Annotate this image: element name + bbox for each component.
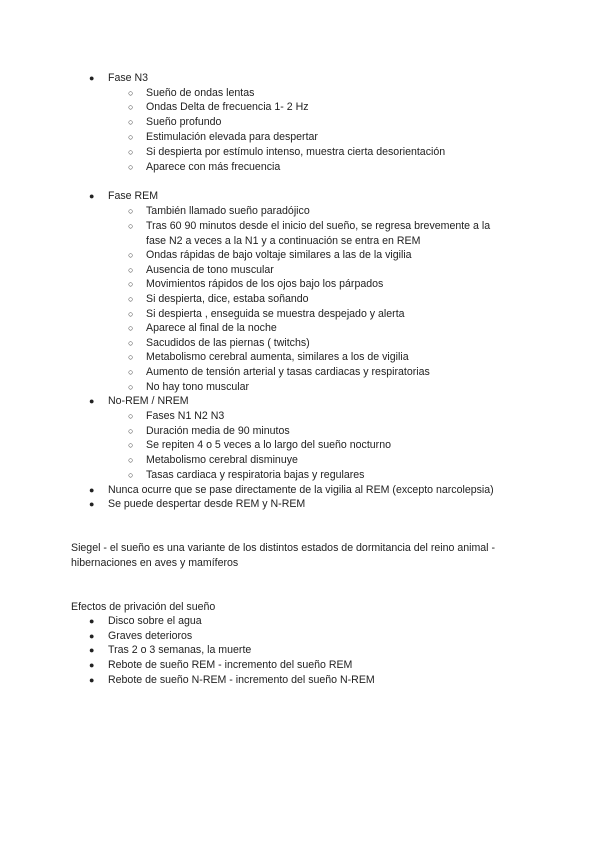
sub-bullet-marker: ○ — [128, 323, 134, 333]
list-item: Si despierta , enseguida se muestra despejado y alerta — [146, 308, 405, 320]
list-item: Ondas rápidas de bajo voltaje similares a las de la vigilia — [146, 249, 412, 261]
list-item: Si despierta, dice, estaba soñando — [146, 293, 309, 305]
list-item: Disco sobre el agua — [108, 615, 202, 627]
list-item: Se repiten 4 o 5 veces a lo largo del sueño nocturno — [146, 439, 391, 451]
bullet-marker: ● — [89, 616, 95, 626]
list-item: Rebote de sueño REM - incremento del sueño REM — [108, 659, 353, 671]
sub-bullet-marker: ○ — [128, 382, 134, 392]
list-item: No hay tono muscular — [146, 381, 250, 393]
list-item: Ondas Delta de frecuencia 1- 2 Hz — [146, 101, 309, 113]
sub-bullet-marker: ○ — [128, 132, 134, 142]
list-item-continuation: fase N2 a veces a la N1 y a continuación se entra en REM — [146, 235, 421, 247]
sub-bullet-marker: ○ — [128, 117, 134, 127]
sub-bullet-marker: ○ — [128, 102, 134, 112]
list-item: Tasas cardiaca y respiratoria bajas y regulares — [146, 469, 365, 481]
list-item: También llamado sueño paradójico — [146, 205, 310, 217]
sub-bullet-marker: ○ — [128, 426, 134, 436]
sub-bullet-marker: ○ — [128, 309, 134, 319]
bullet-marker: ● — [89, 631, 95, 641]
list-item: Si despierta por estímulo intenso, muestra cierta desorientación — [146, 146, 446, 158]
list-item: Tras 60 90 minutos desde el inicio del sueño, se regresa brevemente a la — [146, 220, 491, 232]
list-item: Nunca ocurre que se pase directamente de la vigilia al REM (excepto narcolepsia) — [108, 484, 494, 496]
sub-bullet-marker: ○ — [128, 352, 134, 362]
list-item: Fases N1 N2 N3 — [146, 410, 225, 422]
section-nrem-title: No-REM / NREM — [108, 395, 189, 407]
list-item: Duración media de 90 minutos — [146, 425, 290, 437]
paragraph-siegel-continuation: hibernaciones en aves y mamíferos — [71, 557, 239, 569]
list-item: Aumento de tensión arterial y tasas cardiacas y respiratorias — [146, 366, 430, 378]
sub-bullet-marker: ○ — [128, 162, 134, 172]
list-item: Tras 2 o 3 semanas, la muerte — [108, 644, 252, 656]
bullet-marker: ● — [89, 660, 95, 670]
list-item: Metabolismo cerebral aumenta, similares a los de vigilia — [146, 351, 409, 363]
bullet-marker: ● — [89, 645, 95, 655]
bullet-marker: ● — [89, 675, 95, 685]
bullet-marker: ● — [89, 191, 95, 201]
sub-bullet-marker: ○ — [128, 367, 134, 377]
section-fase-n3-title: Fase N3 — [108, 72, 149, 84]
sub-bullet-marker: ○ — [128, 294, 134, 304]
section-fase-rem-title: Fase REM — [108, 190, 159, 202]
list-item: Sueño de ondas lentas — [146, 87, 255, 99]
sub-bullet-marker: ○ — [128, 279, 134, 289]
sub-bullet-marker: ○ — [128, 265, 134, 275]
list-item: Sacudidos de las piernas ( twitchs) — [146, 337, 310, 349]
sub-bullet-marker: ○ — [128, 206, 134, 216]
bullet-marker: ● — [89, 73, 95, 83]
list-item: Rebote de sueño N-REM - incremento del sueño N-REM — [108, 674, 375, 686]
section-privation-title: Efectos de privación del sueño — [71, 601, 216, 613]
list-item: Estimulación elevada para despertar — [146, 131, 318, 143]
sub-bullet-marker: ○ — [128, 88, 134, 98]
list-item: Aparece con más frecuencia — [146, 161, 281, 173]
sub-bullet-marker: ○ — [128, 440, 134, 450]
bullet-marker: ● — [89, 396, 95, 406]
list-item: Metabolismo cerebral disminuye — [146, 454, 298, 466]
sub-bullet-marker: ○ — [128, 147, 134, 157]
sub-bullet-marker: ○ — [128, 470, 134, 480]
paragraph-siegel: Siegel - el sueño es una variante de los distintos estados de dormitancia del reino animal - — [71, 542, 495, 554]
list-item: Movimientos rápidos de los ojos bajo los párpados — [146, 278, 384, 290]
bullet-marker: ● — [89, 485, 95, 495]
list-item: Sueño profundo — [146, 116, 222, 128]
list-item: Se puede despertar desde REM y N-REM — [108, 498, 306, 510]
list-item: Aparece al final de la noche — [146, 322, 277, 334]
sub-bullet-marker: ○ — [128, 250, 134, 260]
sub-bullet-marker: ○ — [128, 338, 134, 348]
list-item: Graves deterioros — [108, 630, 193, 642]
sub-bullet-marker: ○ — [128, 221, 134, 231]
sub-bullet-marker: ○ — [128, 455, 134, 465]
sub-bullet-marker: ○ — [128, 411, 134, 421]
list-item: Ausencia de tono muscular — [146, 264, 274, 276]
bullet-marker: ● — [89, 499, 95, 509]
